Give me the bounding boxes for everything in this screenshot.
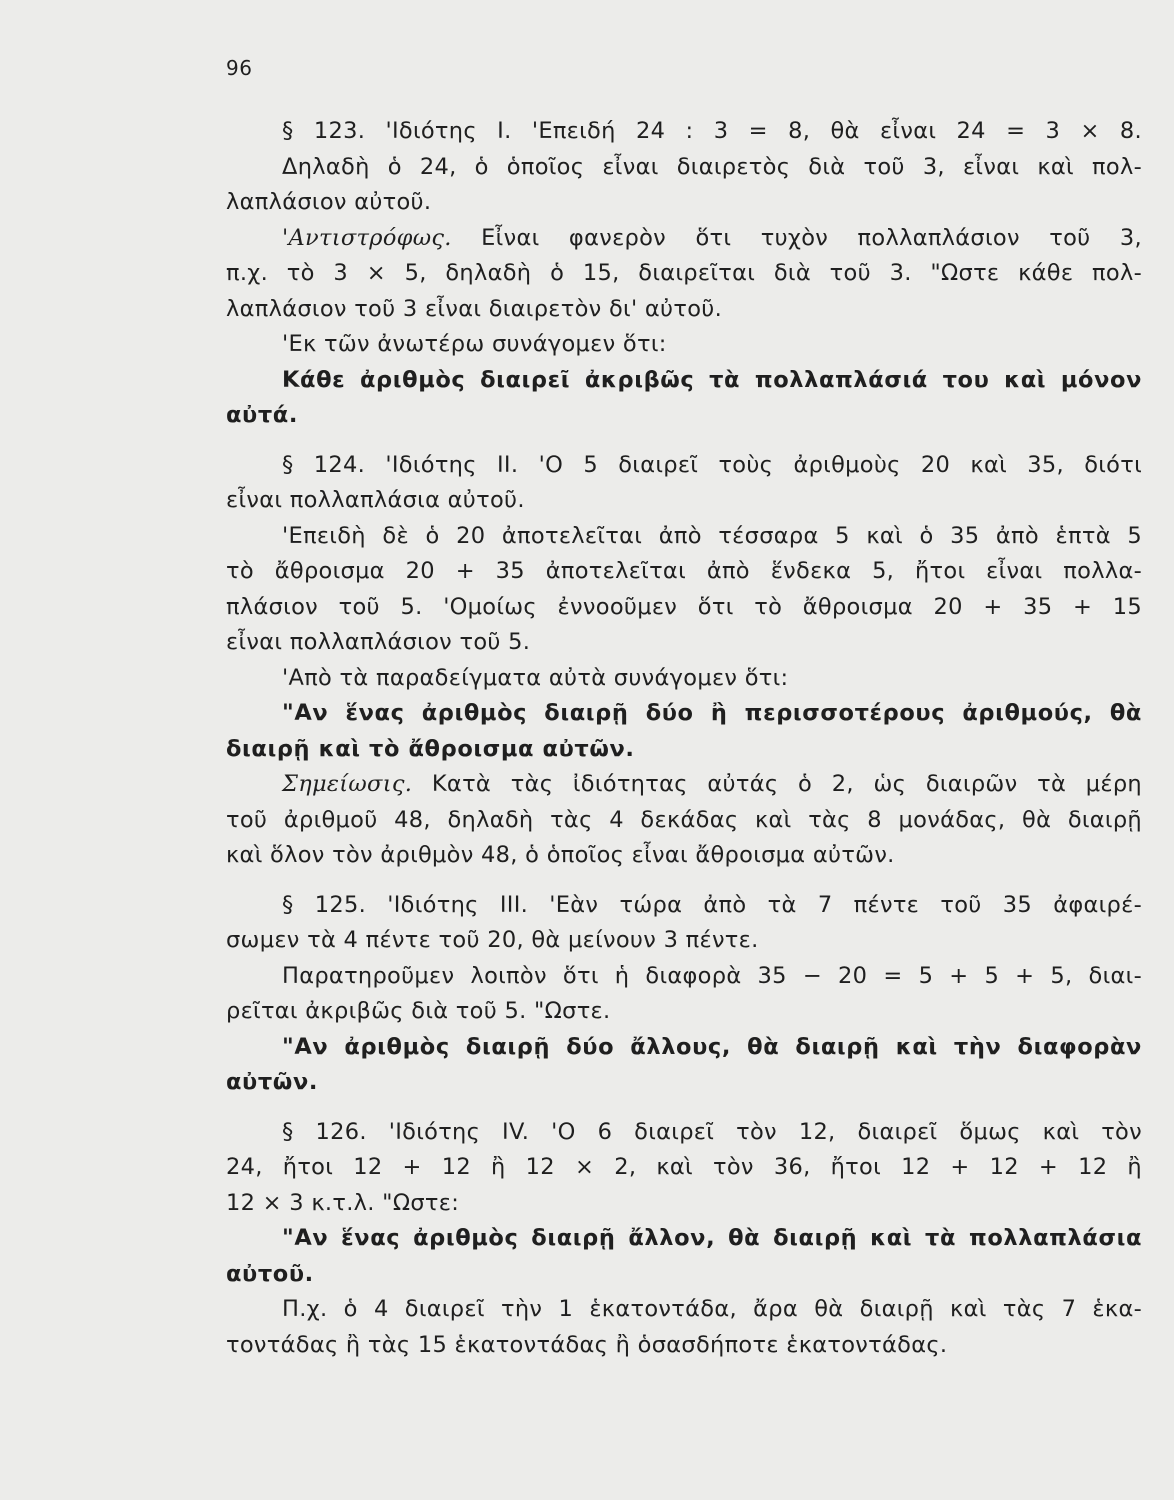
line-text: διαιρῇ καὶ τὸ ἄθροισμα αὐτῶν. — [226, 735, 635, 762]
line-text: Κάθε ἀριθμὸς διαιρεῖ ἀκριβῶς τὰ πολλαπλάσιά του καὶ μόνον — [282, 366, 1142, 393]
line-text: 12 × 3 κ.τ.λ. "Ωστε: — [226, 1189, 460, 1216]
rule-statement-line — [226, 1030, 1142, 1066]
text-line — [226, 554, 1142, 590]
line-text: Παρατηροῦμεν λοιπὸν ὅτι ἡ διαφορὰ 35 − 20 = 5 + 5 + 5, διαι- — [282, 962, 1142, 989]
rule-statement-line — [226, 1221, 1142, 1257]
text-line — [226, 1292, 1142, 1328]
text-line — [226, 221, 1142, 257]
line-text: § 126. 'Ιδιότης ΙV. 'Ο 6 διαιρεῖ τὸν 12, διαιρεῖ ὅμως καὶ τὸν — [282, 1118, 1142, 1145]
line-text: Εἶναι φανερὸν ὅτι τυχὸν πολλαπλάσιον τοῦ 3, — [451, 224, 1142, 251]
line-text: αὐτῶν. — [226, 1069, 319, 1095]
line-text: πλάσιον τοῦ 5. 'Ομοίως ἐννοοῦμεν ὅτι τὸ ἄθροισμα 20 + 35 + 15 — [226, 593, 1142, 620]
text-line — [226, 519, 1142, 555]
rule-statement-line — [226, 363, 1142, 399]
text-line — [226, 1186, 1142, 1222]
page-number: 96 — [226, 56, 253, 80]
text-line — [226, 767, 1142, 803]
line-text: Κατὰ τὰς ἰδιότητας αὐτάς ὁ 2, ὡς διαιρῶν τὰ μέρη — [412, 771, 1142, 797]
rule-statement-line — [226, 732, 1142, 768]
line-text: τοῦ ἀριθμοῦ 48, δηλαδὴ τὰς 4 δεκάδας καὶ τὰς 8 μονάδας, θὰ διαιρῇ — [226, 806, 1142, 833]
line-text: 'Απὸ τὰ παραδείγματα αὐτὰ συνάγομεν ὅτι: — [282, 664, 789, 691]
text-line — [226, 150, 1142, 186]
text-line — [226, 1115, 1142, 1151]
line-text: 24, ἤτοι 12 + 12 ἢ 12 × 2, καὶ τὸν 36, ἤτοι 12 + 12 + 12 ἢ — [226, 1154, 1142, 1180]
rule-statement-line — [226, 398, 1142, 434]
text-line — [226, 114, 1142, 150]
line-text: τὸ ἄθροισμα 20 + 35 ἀποτελεῖται ἀπὸ ἕνδεκα 5, ἤτοι εἶναι πολλα- — [226, 558, 1142, 584]
rule-statement-line — [226, 696, 1142, 732]
text-line — [226, 483, 1142, 519]
line-text: Δηλαδὴ ὁ 24, ὁ ὁποῖος εἶναι διαιρετὸς διὰ τοῦ 3, εἶναι καὶ πολ- — [282, 153, 1142, 180]
line-text: εἶναι πολλαπλάσιον τοῦ 5. — [226, 629, 531, 655]
line-text: 'Επειδὴ δὲ ὁ 20 ἀποτελεῖται ἀπὸ τέσσαρα 5 καὶ ὁ 35 ἀπὸ ἑπτὰ 5 — [282, 522, 1142, 549]
text-line — [226, 625, 1142, 661]
text-line — [226, 448, 1142, 484]
line-text: καὶ ὅλον τὸν ἀριθμὸν 48, ὁ ὁποῖος εἶναι ἄθροισμα αὐτῶν. — [226, 842, 895, 868]
line-text: αὐτά. — [226, 402, 299, 428]
line-text: § 125. 'Ιδιότης ΙΙΙ. 'Εὰν τώρα ἀπὸ τὰ 7 πέντε τοῦ 35 ἀφαιρέ- — [282, 891, 1142, 918]
text-line — [226, 256, 1142, 292]
line-text: λαπλάσιον τοῦ 3 εἶναι διαιρετὸν δι' αὐτοῦ. — [226, 295, 723, 322]
text-line — [226, 661, 1142, 697]
rule-statement-line — [226, 1065, 1142, 1101]
line-text: "Αν ἕνας ἀριθμὸς διαιρῇ ἄλλον, θὰ διαιρῇ καὶ τὰ πολλαπλάσια — [282, 1225, 1142, 1251]
text-line — [226, 590, 1142, 626]
italic-lead-word: 'Αντιστρόφως. — [282, 224, 452, 251]
line-text: ρεῖται ἀκριβῶς διὰ τοῦ 5. "Ωστε. — [226, 998, 611, 1024]
line-text: εἶναι πολλαπλάσια αὐτοῦ. — [226, 487, 525, 513]
text-line — [226, 1328, 1142, 1364]
rule-statement-line — [226, 1257, 1142, 1293]
italic-lead-word: Σημείωσις. — [282, 771, 413, 797]
text-line — [226, 959, 1142, 995]
text-line — [226, 1150, 1142, 1186]
line-text: "Αν ἀριθμὸς διαιρῇ δύο ἄλλους, θὰ διαιρῇ καὶ τὴν διαφορὰν — [282, 1033, 1142, 1060]
line-text: αὐτοῦ. — [226, 1260, 314, 1287]
line-text: § 124. 'Ιδιότης ΙΙ. 'Ο 5 διαιρεῖ τοὺς ἀριθμοὺς 20 καὶ 35, διότι — [282, 451, 1142, 478]
line-text: § 123. 'Ιδιότης Ι. 'Επειδή 24 : 3 = 8, θὰ εἶναι 24 = 3 × 8. — [282, 118, 1142, 144]
line-text: λαπλάσιον αὐτοῦ. — [226, 189, 432, 215]
line-text: π.χ. τὸ 3 × 5, δηλαδὴ ὁ 15, διαιρεῖται διὰ τοῦ 3. "Ωστε κάθε πολ- — [226, 260, 1142, 286]
line-text: τοντάδας ἢ τὰς 15 ἑκατοντάδας ἢ ὁσασδήποτε ἑκατοντάδας. — [226, 1331, 948, 1358]
text-line — [226, 838, 1142, 874]
text-line — [226, 888, 1142, 924]
line-text: σωμεν τὰ 4 πέντε τοῦ 20, θὰ μείνουν 3 πέντε. — [226, 927, 759, 953]
text-line — [226, 803, 1142, 839]
line-text: "Αν ἕνας ἀριθμὸς διαιρῇ δύο ἢ περισσοτέρους ἀριθμούς, θὰ — [282, 700, 1142, 726]
text-line — [226, 994, 1142, 1030]
text-line — [226, 292, 1142, 328]
page-body — [226, 114, 1142, 1363]
line-text: Π.χ. ὁ 4 διαιρεῖ τὴν 1 ἑκατοντάδα, ἄρα θὰ διαιρῇ καὶ τὰς 7 ἑκα- — [282, 1296, 1142, 1322]
text-line — [226, 923, 1142, 959]
text-line — [226, 327, 1142, 363]
line-text: 'Εκ τῶν ἀνωτέρω συνάγομεν ὅτι: — [282, 331, 667, 357]
text-line — [226, 185, 1142, 221]
